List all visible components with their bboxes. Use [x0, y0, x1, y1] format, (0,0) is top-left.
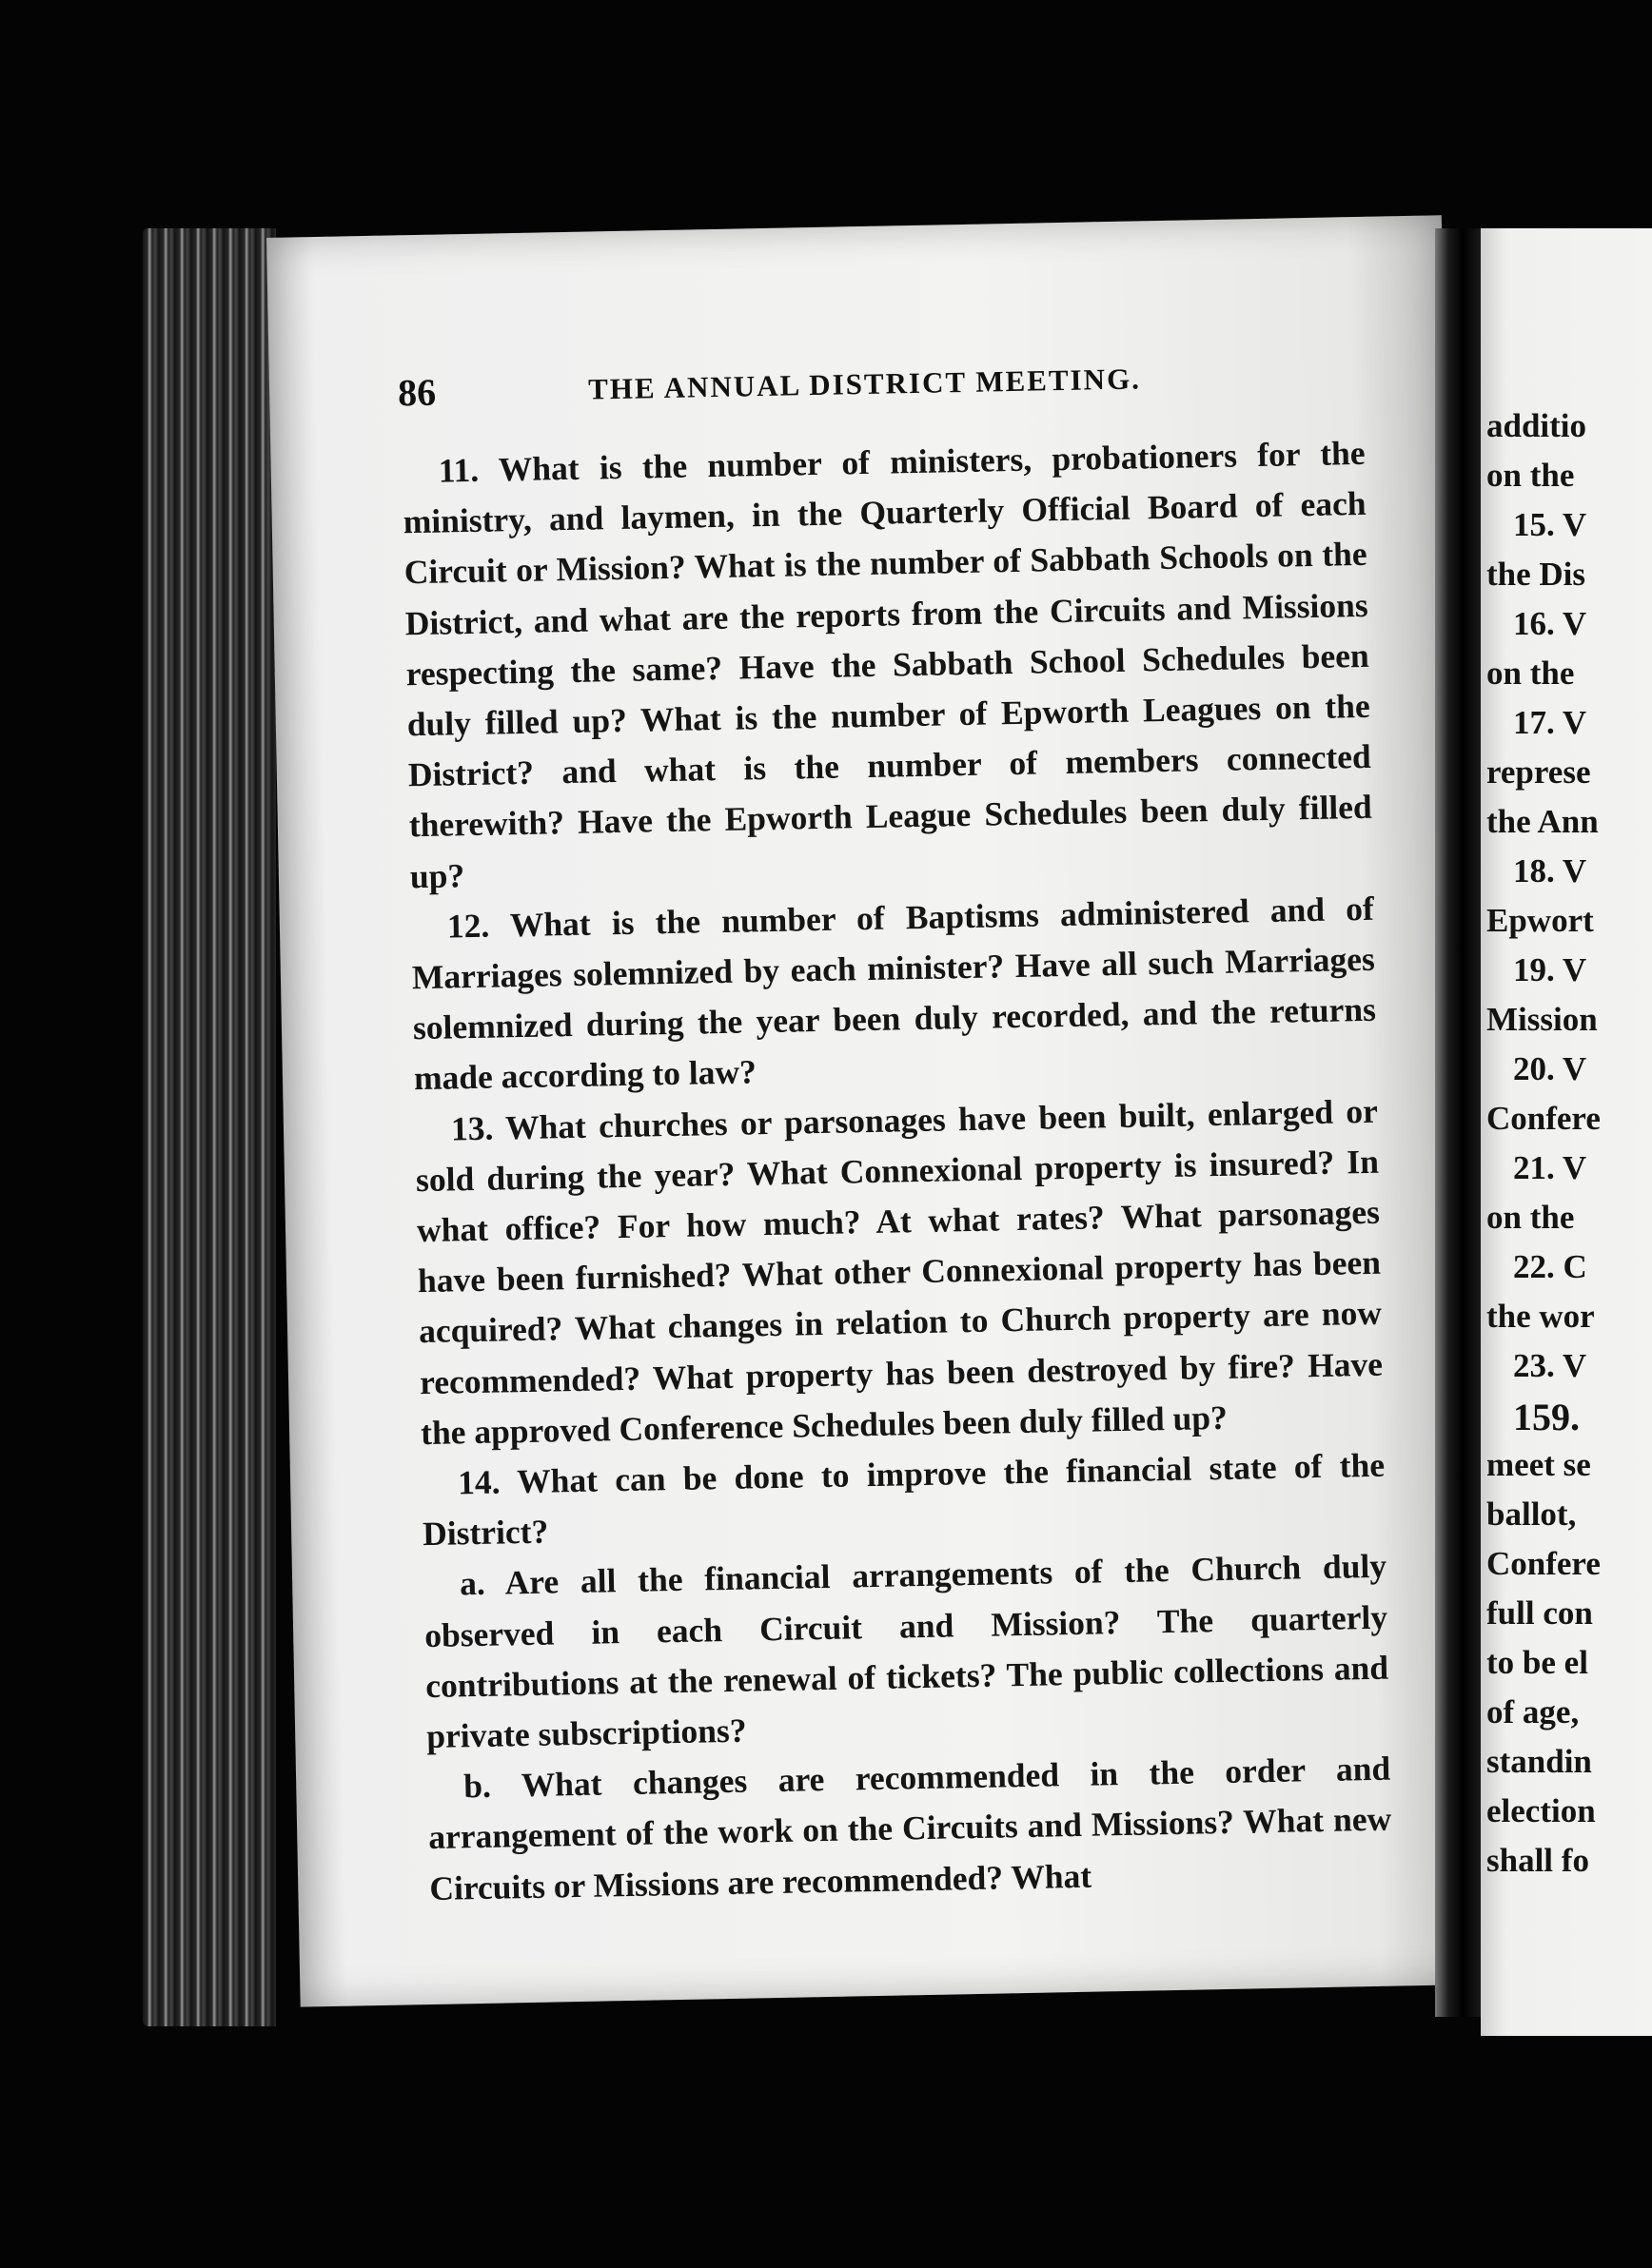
right-page-line: shall fo	[1486, 1842, 1589, 1879]
right-page-line: Epwort	[1486, 902, 1594, 939]
right-page-line: 23. V	[1513, 1347, 1587, 1384]
right-page-line: the Dis	[1486, 556, 1586, 593]
right-page-line: 15. V	[1513, 506, 1587, 543]
right-page-line: 16. V	[1513, 605, 1587, 642]
right-page-line: Mission	[1486, 1001, 1598, 1038]
running-title: THE ANNUAL DISTRICT MEETING.	[587, 362, 1142, 406]
paragraph-14a: a. Are all the financial arrangements of the Church duly observed in each Circuit and Mission? The quarterly contributions at the renewal of tickets? The public collections and private subscriptions?	[423, 1547, 1389, 1756]
right-page-line: 19. V	[1513, 951, 1587, 988]
page-number: 86	[397, 370, 437, 415]
right-page-line: of age,	[1486, 1693, 1580, 1730]
right-page-line: Confere	[1486, 1545, 1601, 1582]
running-head	[398, 353, 1331, 428]
right-page-line: the wor	[1486, 1298, 1595, 1335]
paragraph-12: 12. What is the number of Baptisms administered and of Marriages solemnized by each minister? Have all such Marriages solemnized during the year been duly recorded, and the returns made according to law?	[411, 889, 1377, 1098]
page-edges	[143, 228, 276, 2026]
right-page-line: on the	[1486, 655, 1575, 692]
body-text	[402, 428, 1392, 1914]
right-page-line: to be el	[1486, 1644, 1588, 1681]
right-page-line: ballot,	[1486, 1496, 1577, 1533]
paragraph-13: 13. What churches or parsonages have been built, enlarged or sold during the year? What Connexional property is insured? In what office? For how much? At what rates? What parsonages have been furnished? What other Connexional property has been acquired? What changes in relation to Church property are now recommended? What property has been destroyed by fire? Have the approved Conference Schedules been duly filled up?	[415, 1091, 1384, 1452]
right-page-line: 17. V	[1513, 704, 1587, 741]
right-page-section-number: 159.	[1513, 1396, 1580, 1438]
paragraph-11: 11. What is the number of ministers, probationers for the ministry, and laymen, in the Quarterly Official Board of each Circuit or Mission? What is the number of Sabbath Schools on the District, and what are the reports from the Circuits and Missions respecting the same? Have the Sabbath School Schedules been duly filled up? What is the number of Epworth Leagues on the District? and what is the number of members connected therewith? Have the Epworth League Schedules been duly filled up?	[403, 433, 1373, 895]
right-page-line: meet se	[1486, 1446, 1591, 1483]
right-page-line: Confere	[1486, 1100, 1601, 1137]
right-page-line: election	[1486, 1792, 1596, 1829]
right-page-line: full con	[1486, 1594, 1593, 1632]
right-page-line: on the	[1486, 1199, 1575, 1236]
right-page-line: represe	[1486, 753, 1591, 791]
paragraph-14b: b. What changes are recommended in the order and arrangement of the work on the Circuits and Missions? What new Circuits or Missions are recommended? What	[427, 1749, 1392, 1907]
right-page-line: 22. C	[1513, 1248, 1587, 1285]
book-gutter	[1435, 228, 1481, 2017]
paragraph-14: 14. What can be done to improve the financial state of the District?	[422, 1445, 1386, 1554]
left-page	[266, 215, 1475, 2006]
right-page-line: on the	[1486, 457, 1575, 494]
right-page	[1481, 228, 1652, 2036]
right-page-line: 20. V	[1513, 1050, 1587, 1087]
right-page-line: 18. V	[1513, 852, 1587, 890]
right-page-line: standin	[1486, 1743, 1592, 1780]
right-page-line: 21. V	[1513, 1149, 1587, 1186]
right-page-line: the Ann	[1486, 803, 1599, 840]
right-page-line: additio	[1486, 407, 1587, 444]
